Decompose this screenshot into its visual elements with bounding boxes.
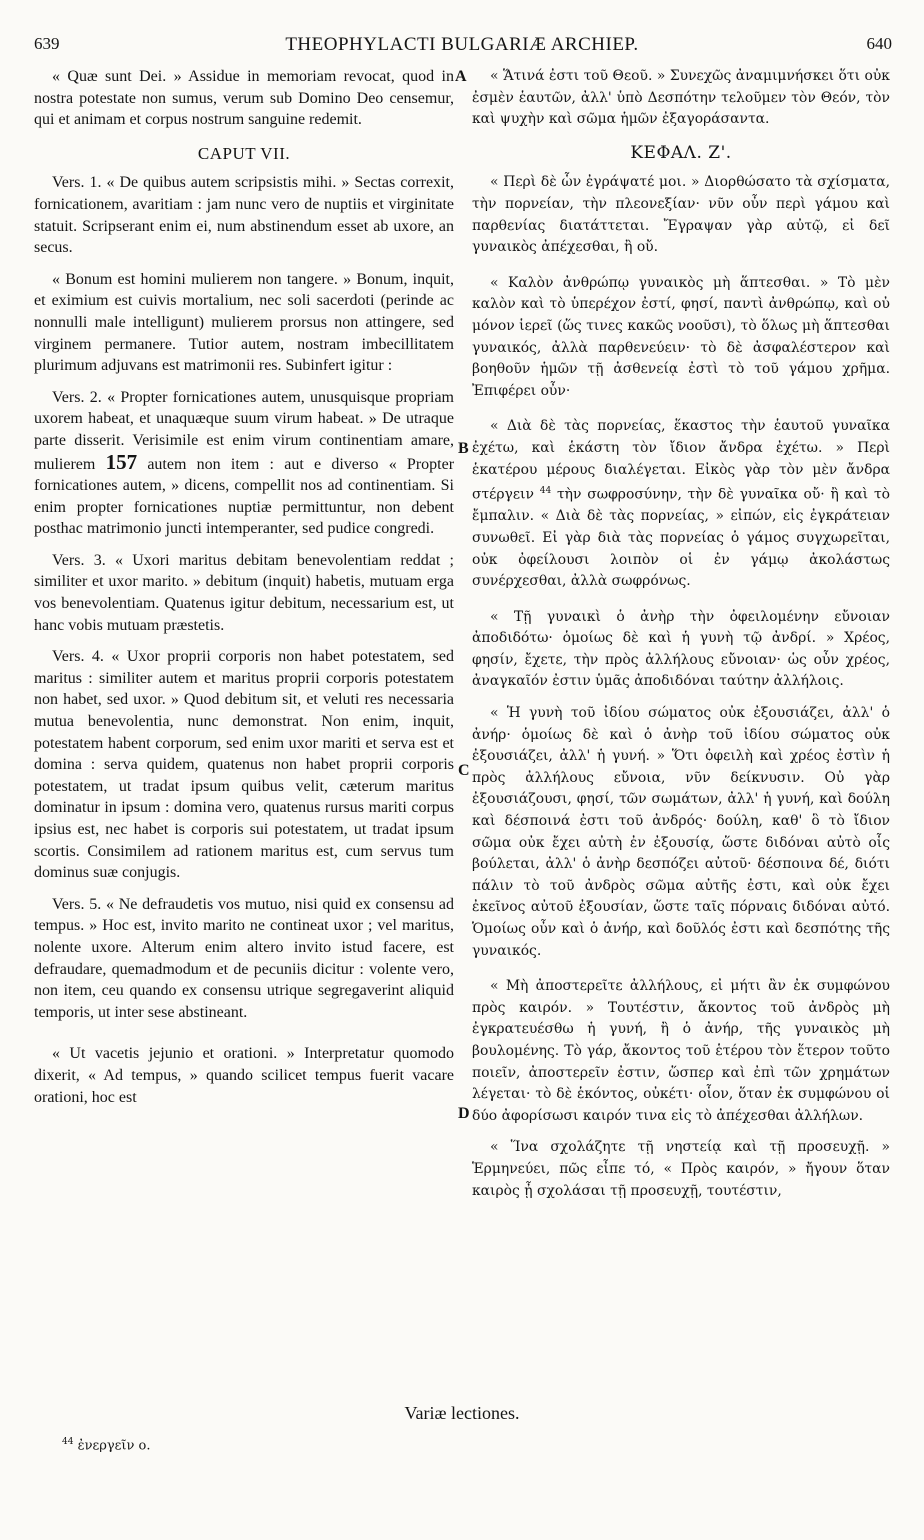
latin-verse-1b: « Bonum est homini mulierem non tangere. » Bonum, inquit, et eximium est cuivis mortalium, nec soli sacerdoti (perinde ac nonnulli male intelligunt) mulierem prorsus non attingere, sed virginem permanere. Tutior autem, nostram imbecillitatem plurimum adjuvans est matrimonii res. Subinfert igitur :	[34, 270, 454, 375]
greek-verse-2-text-a: « Διὰ δὲ τὰς πορνείας, ἕκαστος τὴν ἑαυτοῦ γυναῖκα ἐχέτω, καὶ ἑκάστη τὸν ἴδιον ἄνδρα ἐχέτω. » Περὶ ἑκατέρου μέρους διαλέγεται. Εἰκὸς γὰρ τὸν μὲν ἄνδρα στέργειν	[472, 418, 890, 503]
greek-intro: « Ἅτινά ἐστι τοῦ Θεοῦ. » Συνεχῶς ἀναμιμνήσκει ὅτι οὐκ ἐσμὲν ἑαυτῶν, ἀλλ' ὑπὸ Δεσπότην τελοῦμεν τὸν Θεόν, τὸν καὶ ψυχὴν καὶ σῶμα ἡμῶν ἐξαγοράσαντα.	[472, 68, 890, 128]
footnote	[62, 1437, 150, 1453]
latin-verse-3: Vers. 3. « Uxori maritus debitam benevolentiam reddat ; similiter et uxor marito. » debitum (inquit) habetis, mutuam erga vos benevolentiam. Quatenus igitur debitum, necessarium est, ut hanc vobis mutuam præstetis.	[34, 551, 454, 634]
latin-verse-4: Vers. 4. « Uxor proprii corporis non habet potestatem, sed maritus : similiter autem et maritus proprii corporis potestatem non habet, sed uxor. » Quod debitum sit, et veluti res necessaria mutua benevolentia, nunc demonstrat. Non enim, inquit, potestatem habent corporum, sed enim uxor mariti et serva est et domina : serva quidem, quatenus non habet proprii corporis potestatem, ut tradat ipsum quibus velit, cæterum maritus dominatur in ipsum : domina vero, quatenus rursus mariti corpus ipsius est, nec habet is corporis sui potestatem, ut tradat ipsum scortis. Consimilem ad rationem maritus est, cum servus tum dominus suæ conjugis.	[34, 648, 454, 882]
greek-verse-1b: « Καλὸν ἀνθρώπῳ γυναικὸς μὴ ἅπτεσθαι. » Τὸ μὲν καλὸν καὶ τὸ ὑπερέχον ἐστί, φησί, παντὶ ἀνθρώπῳ, καὶ οὐ μόνον ἱερεῖ (ὥς τινες κακῶς νοοῦσι), τὸ ὅλως μὴ ἅπτεσθαι γυναικός, ἀλλὰ παρθενεύειν· τὸ δὲ ἀσφαλέστερον καὶ βοηθοῦν ἡμῶν τῇ ἀσθενείᾳ ἐστὶ τὸ τοῦ γάμου χρῆμα. Ἐπιφέρει οὖν·	[472, 274, 890, 399]
latin-verse-5b: « Ut vacetis jejunio et orationi. » Interpretatur quomodo dixerit, « Ad tempus, » quando scilicet tempus fuerit vacare orationi, hoc est	[34, 1045, 454, 1106]
latin-intro: « Quæ sunt Dei. » Assidue in memoriam revocat, quod in nostra potestate non sumus, verum sub Domino Deo censemur, qui et animam et corpus nostrum sanguine redemit.	[34, 68, 454, 129]
latin-verse-5: Vers. 5. « Ne defraudetis vos mutuo, nisi quid ex consensu ad tempus. » Hoc est, invito marito ne contineat uxor ; vel maritus, nolente uxore. Alterum enim altero invito istud facere, est defraudare, quemadmodum et de pecuniis dicitur : volente vero, non item, ceu quando ex consensu utrique segregaverint aliquid temporis, ut inter sese abstineant.	[34, 895, 454, 1021]
greek-verse-4: « Ἡ γυνὴ τοῦ ἰδίου σώματος οὐκ ἐξουσιάζει, ἀλλ' ὁ ἀνήρ· ὁμοίως δὲ καὶ ὁ ἀνὴρ τοῦ ἰδίου σώματος οὐκ ἐξουσιάζει, ἀλλ' ἡ γυνή. » Ὅτι ὀφειλὴ καὶ χρέος ἐστὶν ἡ πρὸς ἀλλήλους εὔνοια, νῦν δείκνυσιν. Οὐ γὰρ ἐξουσιάζουσι, φησί, τῶν σωμάτων, ἀλλ' ἡ γυνή, καὶ δούλη καὶ δέσποινά ἐστι τοῦ ἀνδρός· δούλη, καθ' ὃ τὸ ἴδιον σῶμα οὐκ ἔχει αὐτὴ ἐν ἐξουσίᾳ, ὥστε διδόναι αὐτὸ οἷς βούλεται, ἀλλ' ὁ ἀνὴρ δεσπόζει αὐτοῦ· δέσποινα δέ, διότι πάλιν τὸ τοῦ ἀνδρὸς σῶμα αὐτῆς ἐστι, καὶ οὐκ ἔχει ἐκεῖνος αὐτοῦ ἐξουσίαν, ὥστε ταῖς πόρναις διδόναι αὐτό. Ὁμοίως οὖν καὶ ὁ ἀνήρ, καὶ δοῦλός ἐστι καὶ δεσπότης τῆς γυναικός.	[472, 705, 890, 959]
page-number-left: 639	[34, 34, 60, 53]
running-title: THEOPHYLACTI BULGARIÆ ARCHIEP.	[285, 34, 639, 55]
greek-verse-1: « Περὶ δὲ ὧν ἐγράψατέ μοι. » Διορθώσατο τὰ σχίσματα, τὴν πορνείαν, τὴν πλεονεξίαν· νῦν οὖν περὶ γάμου καὶ παρθενίας διατάττεται. Ἔγραψαν γὰρ αὐτῷ, εἰ δεῖ γυναικὸς ἀπέχεσθαι, ἢ οὔ.	[472, 174, 890, 256]
latin-verse-1: Vers. 1. « De quibus autem scripsistis mihi. » Sectas correxit, fornicationem, avaritiam : jam nunc vero de nuptiis et virginitate statuit. Scripserant enim ei, num abstinendum esset ab uxore, an secus.	[34, 174, 454, 257]
margin-letter-c: C	[458, 762, 470, 779]
latin-column	[34, 66, 454, 1108]
greek-verse-5b: « Ἵνα σχολάζητε τῇ νηστείᾳ καὶ τῇ προσευχῇ. » Ἑρμηνεύει, πῶς εἶπε τό, « Πρὸς καιρόν, » ἤγουν ὅταν καιρὸς ᾖ σχολάσαι τῇ προσευχῇ, τουτέστιν,	[472, 1139, 890, 1199]
footnote-number: 44	[62, 1437, 74, 1447]
margin-letter-a: A	[455, 68, 467, 85]
footnote-text: ἐνεργεῖν ο.	[77, 1438, 151, 1454]
margin-letter-d: D	[458, 1105, 470, 1122]
greek-verse-3: « Τῇ γυναικὶ ὁ ἀνὴρ τὴν ὀφειλομένην εὔνοιαν ἀποδιδότω· ὁμοίως δὲ καὶ ἡ γυνὴ τῷ ἀνδρί. » Χρέος, φησίν, ἔχετε, τὴν πρὸς ἀλλήλους εὔνοιαν· ὡς οὖν χρέος, ἀναγκαῖόν ἐστιν ὑμᾶς ἀποδιδόναι ταύτην ἀλλήλοις.	[472, 608, 890, 690]
latin-verse-2-text-b: autem non item : aut e diverso « Propter fornicationes autem, » dicens, compellit nos ad continentiam. Si enim propter fornicationes nuptiæ permittuntur, non debent posthac matrimonio juncti intemperanter, sed pudice congredi.	[34, 455, 455, 538]
greek-verse-2	[472, 416, 890, 592]
page-number-right: 640	[866, 34, 892, 53]
footnote-marker: 44	[539, 486, 552, 497]
latin-verse-2	[34, 387, 454, 540]
greek-verse-5: « Μὴ ἀποστερεῖτε ἀλλήλους, εἰ μήτι ἂν ἐκ συμφώνου πρὸς καιρόν. » Τουτέστιν, ἄκοντος τοῦ ἀνδρὸς μὴ ἐγκρατευέσθω ἡ γυνή, ἢ ὁ ἀνήρ, τῆς γυναικὸς μὴ βουλομένης. Τὸ γάρ, ἄκοντος τοῦ ἑτέρου τὸν ἕτερον τοῦτο ποιεῖν, ἀποστερεῖν ἐστιν, ὥσπερ καὶ ἐπὶ τῶν χρημάτων λέγεται· τὸ δὲ ἑκόντος, οὐκέτι· οἷον, ὅταν ἐκ συμφώνου οἱ δύο ἀφορίσωσι καιρόν τινα εἰς τὸ ἀπέχεσθαι ἀλλήλων.	[472, 978, 890, 1124]
page-reference-number: 157	[105, 449, 138, 474]
variae-lectiones-heading: Variæ lectiones.	[404, 1403, 520, 1423]
greek-chapter-heading: ΚΕΦΑΛ. Ζ'.	[630, 142, 732, 163]
greek-verse-2-text-b: τὴν σωφροσύνην, τὴν δὲ γυναῖκα οὔ· ἢ καὶ τὸ ἔμπαλιν. « Διὰ δὲ τὰς πορνείας, » εἰπών, εἰς ἐγκράτειαν συνωθεῖ. Εἰ γὰρ διὰ τὰς πορνείας ὁ γάμος συγχωρεῖται, οὐκ ὀφείλουσι λοιπὸν οἱ ἐν γάμῳ ἀκολάστως συνέρχεσθαι, ἀλλὰ σωφρόνως.	[472, 486, 890, 590]
greek-column	[472, 66, 890, 1202]
running-header	[0, 34, 924, 58]
latin-verse-2-text-a: Vers. 2. « Propter fornicationes autem, unusquisque propriam uxorem habeat, et unaquæque suum virum habeat. » De utraque parte disserit. Verisimile est enim virum continentiam amare, mulierem	[34, 388, 454, 473]
margin-letter-b: B	[458, 440, 469, 457]
latin-chapter-heading: CAPUT VII.	[197, 143, 291, 163]
